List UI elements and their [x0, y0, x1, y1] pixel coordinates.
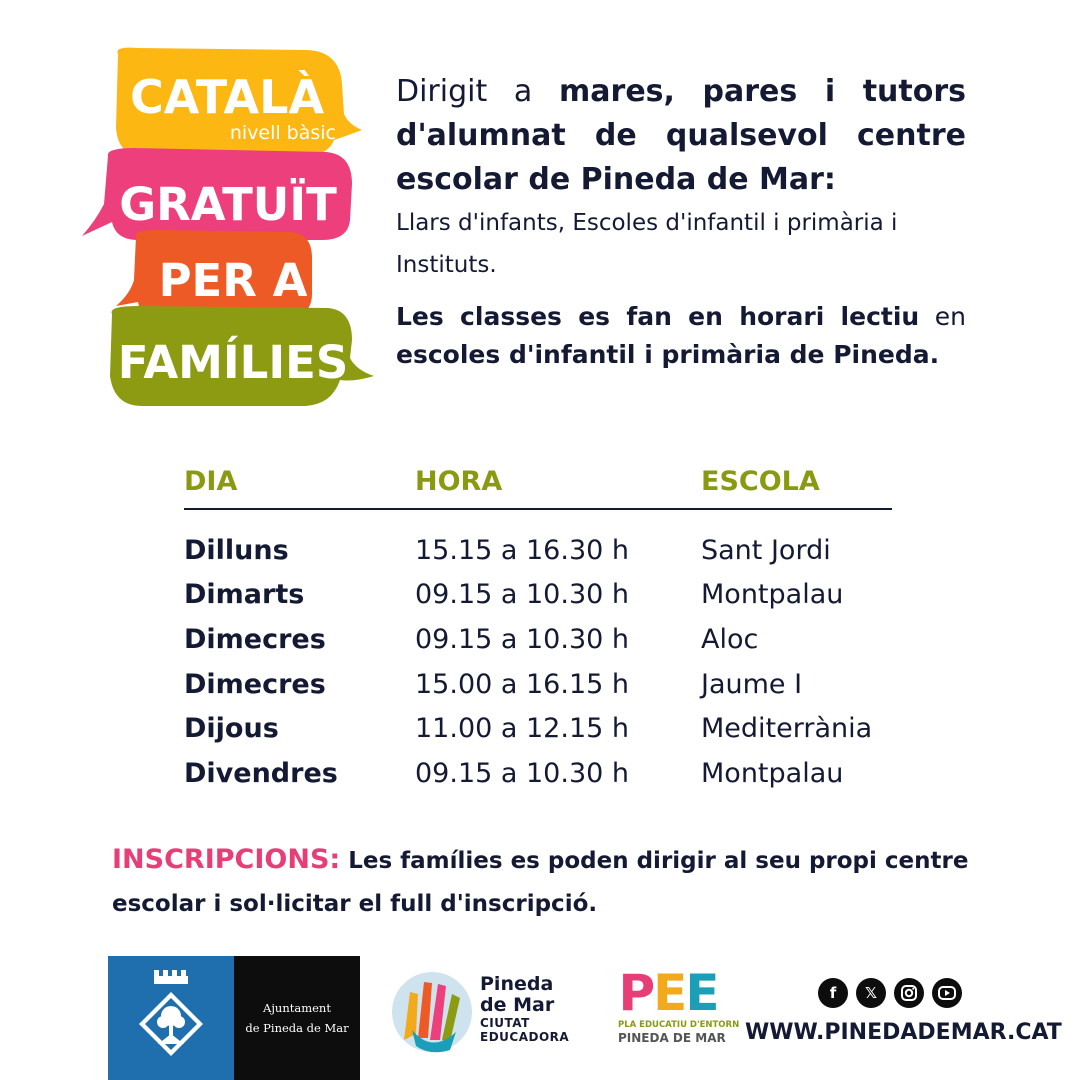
- intro-p2-strong: Les classes es fan en horari lectiu: [396, 302, 920, 331]
- ciutat-sub-2: EDUCADORA: [480, 1030, 570, 1044]
- inscripcions-note: [112, 838, 982, 926]
- row-school: Montpalau: [701, 579, 844, 611]
- website-link[interactable]: WWW.PINEDADEMAR.CAT: [745, 1020, 1062, 1045]
- table-row: [184, 528, 894, 573]
- ajuntament-emblem: [108, 956, 234, 1080]
- row-time: 09.15 a 10.30 h: [415, 757, 629, 789]
- pee-letter-p: P: [618, 964, 654, 1022]
- inscripcions-text: Les famílies es poden dirigir al seu propi centre escolar i sol·licitar el full d'inscripció.: [112, 848, 969, 917]
- row-school: Montpalau: [701, 757, 844, 789]
- ajuntament-logo[interactable]: [108, 956, 360, 1080]
- row-day: Divendres: [184, 757, 338, 789]
- bubble-gratuit: GRATUÏT: [119, 178, 337, 231]
- intro-section: [396, 70, 966, 374]
- pee-wordmark: [618, 966, 718, 1020]
- bubble-per-a: PER A: [158, 254, 308, 307]
- row-time: 15.00 a 16.15 h: [415, 668, 629, 700]
- row-day: Dimecres: [184, 623, 326, 655]
- table-row: [184, 662, 894, 707]
- header-time: HORA: [415, 466, 503, 497]
- hand-icon: [390, 970, 474, 1054]
- bubble-nivell: nivell bàsic: [229, 122, 336, 144]
- schedule-header: [184, 462, 892, 510]
- pee-subtitle-2: PINEDA DE MAR: [618, 1031, 726, 1045]
- ciutat-name-2: de Mar: [480, 994, 555, 1016]
- intro-lead: Dirigit a: [396, 74, 560, 109]
- ciutat-sub-1: CIUTAT: [480, 1016, 530, 1030]
- row-school: Mediterrània: [701, 713, 873, 745]
- schedule-table: [184, 462, 894, 796]
- row-day: Dimecres: [184, 668, 326, 700]
- intro-strong: mares, pares i tutors d'alumnat de qualsevol centre escolar de Pineda de Mar:: [396, 74, 966, 197]
- intro-audience: [396, 70, 966, 202]
- social-links: [818, 978, 962, 1008]
- table-row: [184, 573, 894, 618]
- x-icon[interactable]: 𝕏: [856, 978, 886, 1008]
- row-time: 15.15 a 16.30 h: [415, 534, 629, 566]
- ciutat-name-1: Pineda: [480, 973, 554, 995]
- row-school: Aloc: [701, 623, 759, 655]
- pee-subtitle-1: PLA EDUCATIU D'ENTORN: [618, 1020, 740, 1030]
- instagram-icon[interactable]: [894, 978, 924, 1008]
- pee-letter-e1: E: [653, 964, 686, 1022]
- schedule-rows: [184, 528, 894, 796]
- ajuntament-line2: de Pineda de Mar: [245, 1021, 349, 1035]
- inscripcions-label: INSCRIPCIONS:: [112, 844, 341, 875]
- youtube-icon[interactable]: [932, 978, 962, 1008]
- pee-letter-e2: E: [685, 964, 718, 1022]
- bubble-families: FAMÍLIES: [117, 336, 349, 389]
- row-school: Jaume I: [701, 668, 803, 700]
- table-row: [184, 706, 894, 751]
- table-row: [184, 617, 894, 662]
- ajuntament-text: [234, 956, 360, 1080]
- header-school: ESCOLA: [701, 466, 820, 497]
- intro-schedule-note: [396, 298, 966, 374]
- row-time: 09.15 a 10.30 h: [415, 623, 629, 655]
- header-day: DIA: [184, 466, 238, 497]
- ajuntament-line1: Ajuntament: [263, 1001, 331, 1015]
- row-school: Sant Jordi: [701, 534, 831, 566]
- table-row: [184, 751, 894, 796]
- row-day: Dijous: [184, 713, 279, 745]
- row-time: 11.00 a 12.15 h: [415, 713, 629, 745]
- bubble-catala: CATALÀ: [129, 70, 325, 124]
- ciutat-educadora-logo[interactable]: [390, 968, 600, 1058]
- intro-p2-regular: en: [919, 302, 966, 331]
- coat-of-arms-icon: [108, 956, 234, 1080]
- intro-p2-last: escoles d'infantil i primària de Pineda.: [396, 340, 940, 369]
- title-bubbles: [78, 44, 378, 414]
- ciutat-text: [480, 974, 569, 1044]
- row-day: Dimarts: [184, 579, 305, 611]
- row-time: 09.15 a 10.30 h: [415, 579, 629, 611]
- pee-logo[interactable]: [618, 964, 740, 1056]
- facebook-icon[interactable]: f: [818, 978, 848, 1008]
- row-day: Dilluns: [184, 534, 289, 566]
- intro-centres: Llars d'infants, Escoles d'infantil i primària i Instituts.: [396, 210, 898, 278]
